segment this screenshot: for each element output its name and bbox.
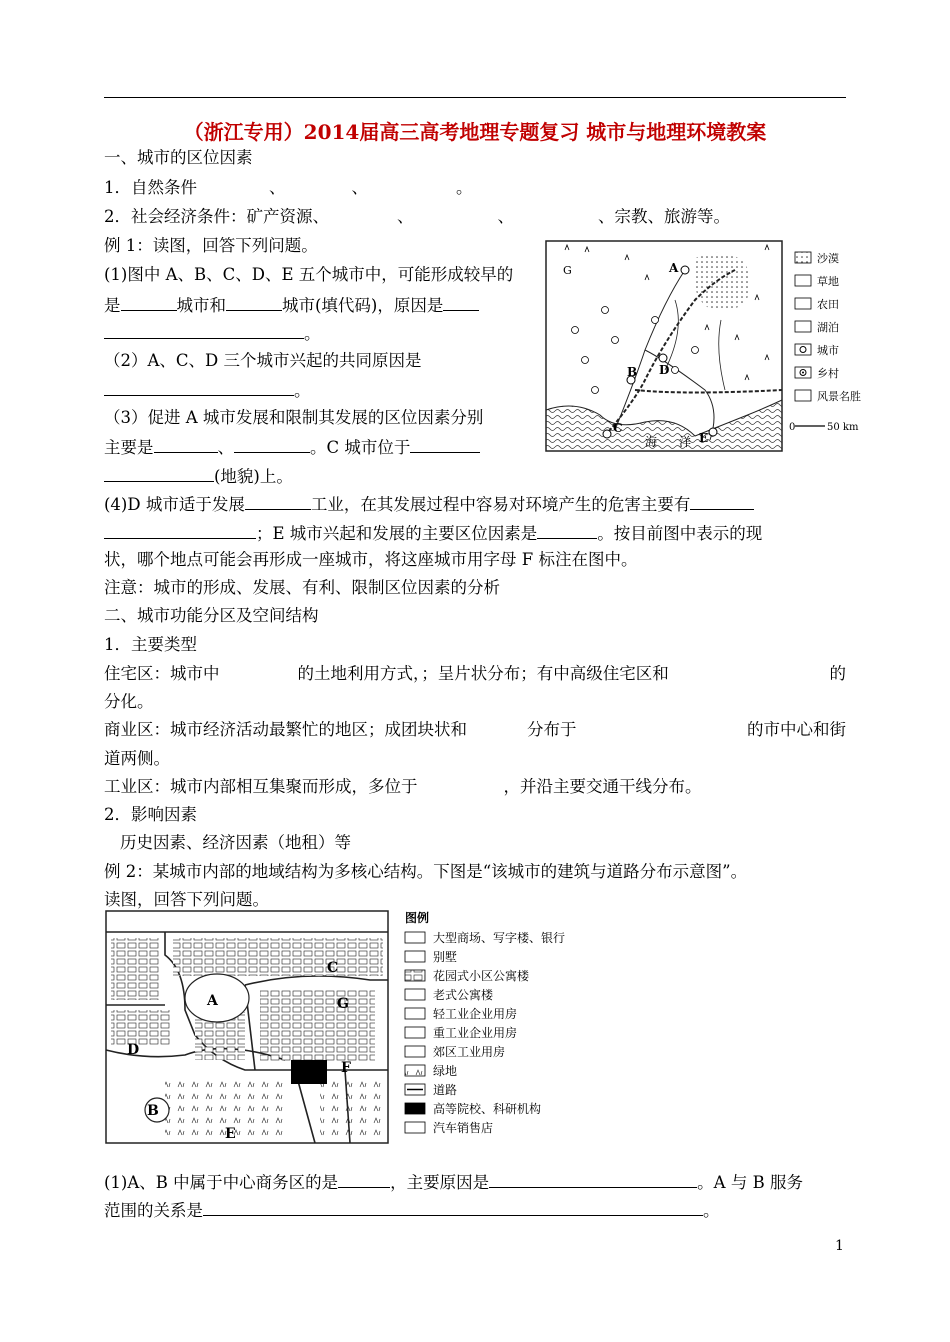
map2-label-c: C [327, 960, 339, 976]
map2-drawing [105, 910, 595, 1144]
map1-sea-1: 海 [645, 435, 658, 449]
map1-sea-2: 洋 [679, 435, 692, 449]
map1-scale-label: 50 km [827, 422, 859, 433]
map2-legend-10: 汽车销售店 [433, 1121, 494, 1135]
map2-label-b: B [147, 1103, 159, 1119]
example1-q1-line1: (1)图中 A、B、C、D、E 五个城市中，可能形成较早的 [104, 265, 514, 284]
section1-heading: 一、城市的区位因素 [104, 148, 253, 167]
map2-legend-1: 别墅 [433, 950, 458, 964]
map2-label-e: E [225, 1126, 236, 1142]
map1-label-d: D [659, 363, 670, 377]
answer-blank[interactable] [489, 1171, 697, 1188]
section2-heading: 二、城市功能分区及空间结构 [104, 606, 319, 625]
map1-legend-desert: 沙漠 [817, 252, 839, 265]
map2-legend-6: 郊区工业用房 [433, 1045, 506, 1059]
answer-blank[interactable] [537, 522, 597, 539]
map2-legend-9: 高等院校、科研机构 [433, 1102, 542, 1116]
map2-legend-items [405, 930, 565, 1135]
map2-label-a: A [207, 993, 218, 1009]
map1-legend-grass: 草地 [817, 275, 839, 288]
map1-label-e: E [699, 431, 709, 445]
example1-q1-line3: 。 [104, 322, 321, 344]
map2-legend-3: 老式公寓楼 [433, 988, 494, 1002]
example1-q2-line1: （2）A、C、D 三个城市兴起的共同原因是 [104, 351, 422, 370]
example1-q2-line2: 。 [104, 379, 311, 401]
example1-note: 注意：城市的形成、发展、有利、限制区位因素的分析 [104, 578, 500, 597]
answer-blank[interactable] [443, 294, 479, 311]
map2-legend-8: 道路 [433, 1083, 458, 1097]
page-title: （浙江专用）2014届高三高考地理专题复习 城市与地理环境教案 [183, 120, 767, 144]
section2-factors: 历史因素、经济因素（地租）等 [120, 833, 351, 852]
answer-blank[interactable] [104, 379, 294, 396]
example1-q3-line3: (地貌)上。 [104, 465, 293, 487]
commercial-line2: 道两侧。 [104, 749, 170, 768]
map2-legend-5: 重工业企业用房 [433, 1026, 518, 1040]
map1-legend-lake: 湖泊 [817, 321, 839, 334]
answer-blank[interactable] [104, 522, 256, 539]
example1-intro: 例 1：读图，回答下列问题。 [104, 236, 318, 255]
example2-q1-line2: 范围的关系是 。 [104, 1201, 720, 1220]
answer-blank[interactable] [338, 1171, 390, 1188]
answer-blank[interactable] [234, 436, 310, 453]
map1-legend-farmland: 农田 [817, 298, 839, 311]
map1-figure [545, 240, 861, 454]
map2-label-d: D [127, 1042, 140, 1058]
map2-legend-title: 图例 [405, 911, 430, 925]
answer-blank[interactable] [690, 493, 754, 510]
map2-legend-4: 轻工业企业用房 [433, 1007, 518, 1021]
example1-q4-line3: 状，哪个地点可能会再形成一座城市，将这座城市用字母 F 标注在图中。 [104, 550, 638, 569]
residential-line1: 住宅区：城市中 的土地利用方式，；呈片状分布；有中高级住宅区和 的 [104, 664, 846, 683]
answer-blank[interactable] [104, 465, 214, 482]
section2-sub2: 2．影响因素 [104, 805, 197, 824]
answer-blank[interactable] [203, 1199, 703, 1216]
residential-line2: 分化。 [104, 692, 154, 711]
map2-legend-2: 花园式小区公寓楼 [433, 969, 530, 983]
example1-q4-line2: ；E 城市兴起和发展的主要区位因素是 。按目前图中表示的现 [104, 522, 762, 544]
example2-intro-line1: 例 2：某城市内部的地域结构为多核心结构。下图是“该城市的建筑与道路分布示意图”。 [104, 862, 748, 881]
answer-blank[interactable] [154, 436, 218, 453]
section1-item1: 1．自然条件 、 、 。 [104, 178, 473, 197]
page-number: 1 [835, 1238, 844, 1254]
example1-q1-line2: 是 城市和 城市(填代码)，原因是 [104, 294, 479, 316]
example1-q3-line1: （3）促进 A 城市发展和限制其发展的区位因素分别 [104, 408, 484, 427]
map1-legend-scenic: 风景名胜 [817, 390, 861, 403]
map2-legend-7: 绿地 [433, 1064, 458, 1078]
map1-label-b: B [627, 365, 638, 379]
map1-legend-city: 城市 [817, 344, 839, 357]
industrial-line: 工业区：城市内部相互集聚而形成，多位于 ，并沿主要交通干线分布。 [104, 777, 702, 796]
answer-blank[interactable] [104, 322, 304, 339]
map1-scale-zero: 0 [789, 422, 796, 433]
example2-q1-line1: (1)A、B 中属于中心商务区的是 ，主要原因是 。A 与 B 服务 [104, 1173, 803, 1192]
answer-blank[interactable] [410, 436, 480, 453]
map2-legend-0: 大型商场、写字楼、银行 [433, 931, 566, 945]
map1-label-c: C [613, 421, 623, 435]
map2-label-g: G [337, 996, 349, 1012]
map1-legend-village: 乡村 [817, 367, 839, 380]
commercial-line1: 商业区：城市经济活动最繁忙的地区；成团块状和 分布于 的市中心和街 [104, 720, 846, 739]
answer-blank[interactable] [121, 294, 177, 311]
example2-intro-line2: 读图，回答下列问题。 [104, 890, 269, 909]
map1-label-g: G [563, 264, 572, 277]
section2-sub1: 1．主要类型 [104, 635, 197, 654]
map2-figure [105, 910, 595, 1144]
answer-blank[interactable] [245, 493, 311, 510]
map2-label-f: F [341, 1060, 351, 1076]
map1-label-a: A [669, 261, 679, 275]
example1-q4-line1: (4)D 城市适于发展 工业，在其发展过程中容易对环境产生的危害主要有 [104, 493, 754, 515]
example1-q3-line2: 主要是 、 。C 城市位于 [104, 436, 480, 458]
section1-item2: 2．社会经济条件：矿产资源、 、 、 、宗教、旅游等。 [104, 207, 730, 226]
answer-blank[interactable] [226, 294, 282, 311]
header-rule [104, 97, 846, 98]
map1-drawing [545, 240, 861, 454]
